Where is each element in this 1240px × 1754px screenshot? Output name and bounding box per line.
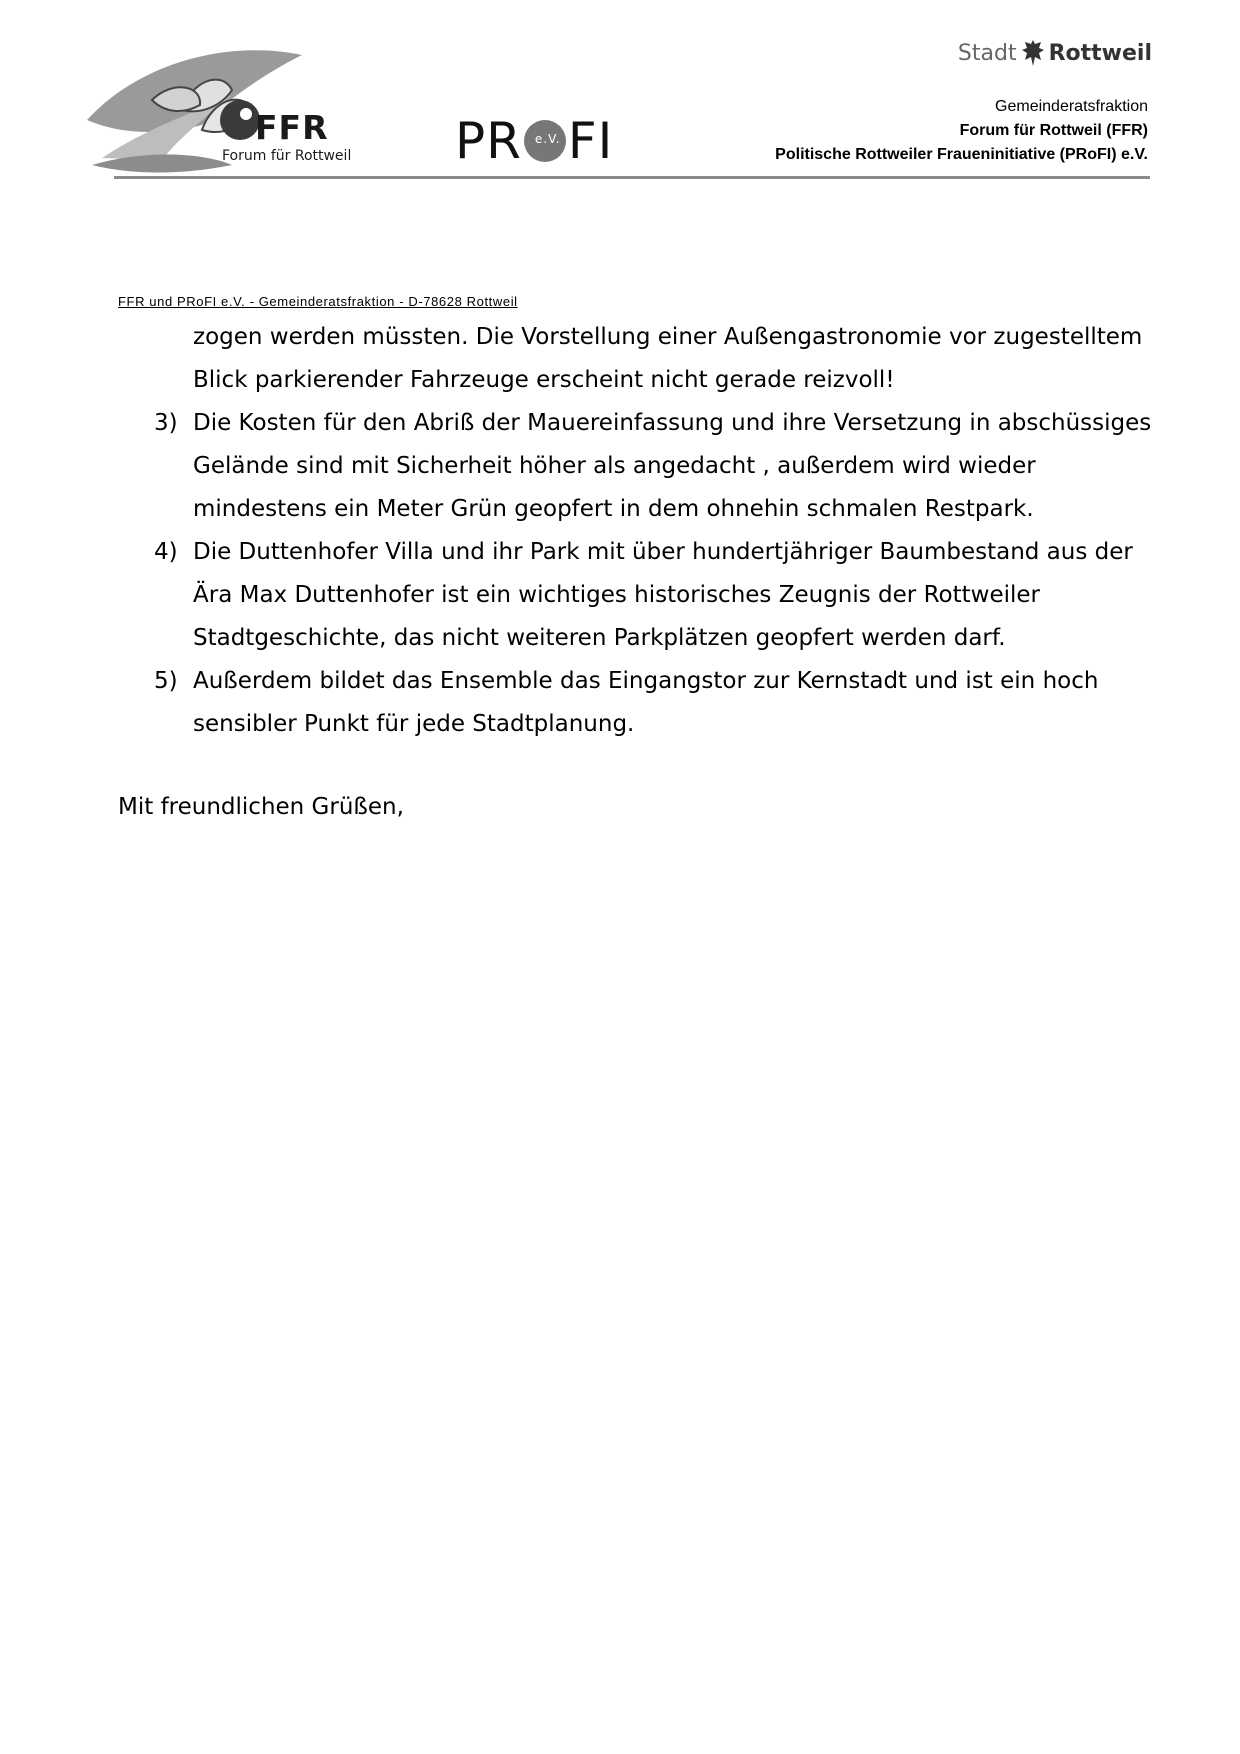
list-item <box>118 402 1158 531</box>
profi-logo-right: FI <box>567 112 614 170</box>
profi-logo-left: PR <box>455 112 522 170</box>
list-item <box>118 660 1158 746</box>
list-item-number: 3) <box>154 410 178 436</box>
header-ffr-name: Forum für Rottweil (FFR) <box>959 122 1148 139</box>
closing-salutation: Mit freundlichen Grüßen, <box>118 794 404 820</box>
list-item <box>118 531 1158 660</box>
stadt-logo-word1: Stadt <box>957 40 1017 66</box>
profi-o-mark <box>524 120 566 162</box>
sender-address-line: FFR und PRoFI e.V. - Gemeinderatsfraktion - D-78628 Rottweil <box>118 294 518 309</box>
stadt-rottweil-logo <box>958 38 1152 68</box>
profi-ev-badge: e.V. <box>534 132 561 146</box>
ffr-logo-subtitle: Forum für Rottweil <box>222 148 352 164</box>
header-fraction-label: Gemeinderatsfraktion <box>995 98 1148 115</box>
list-item-number: 5) <box>154 668 178 694</box>
stadt-logo-word2: Rottweil <box>1048 40 1152 66</box>
continuation-paragraph: zogen werden müssten. Die Vorstellung einer Außengastronomie vor zugestelltem Blick parkierender Fahrzeuge erscheint nicht gerade reizvoll! <box>193 324 1143 393</box>
letter-body <box>118 316 1158 829</box>
ffr-logo-text: FFR <box>255 108 329 147</box>
eagle-icon <box>1021 38 1045 68</box>
header-divider <box>114 176 1150 179</box>
list-item-text: Die Kosten für den Abriß der Mauereinfassung und ihre Versetzung in abschüssiges Gelände sind mit Sicherheit höher als angedacht , außerdem wird wieder mindestens ein Meter Grün geopfert in dem ohnehin schmalen Restpark. <box>193 410 1152 522</box>
list-item-number: 4) <box>154 539 178 565</box>
list-item-text: Die Duttenhofer Villa und ihr Park mit über hundertjähriger Baumbestand aus der Ära Max Duttenhofer ist ein wichtiges historisches Zeugnis der Rottweiler Stadtgeschichte, das nicht weiteren Parkplätzen geopfert werden darf. <box>193 539 1133 651</box>
header-profi-name: Politische Rottweiler Fraueninitiative (PRoFI) e.V. <box>775 146 1148 163</box>
list-item-text: Außerdem bildet das Ensemble das Eingangstor zur Kernstadt und ist ein hoch sensibler Punkt für jede Stadtplanung. <box>193 668 1099 737</box>
profi-logo <box>455 112 613 170</box>
